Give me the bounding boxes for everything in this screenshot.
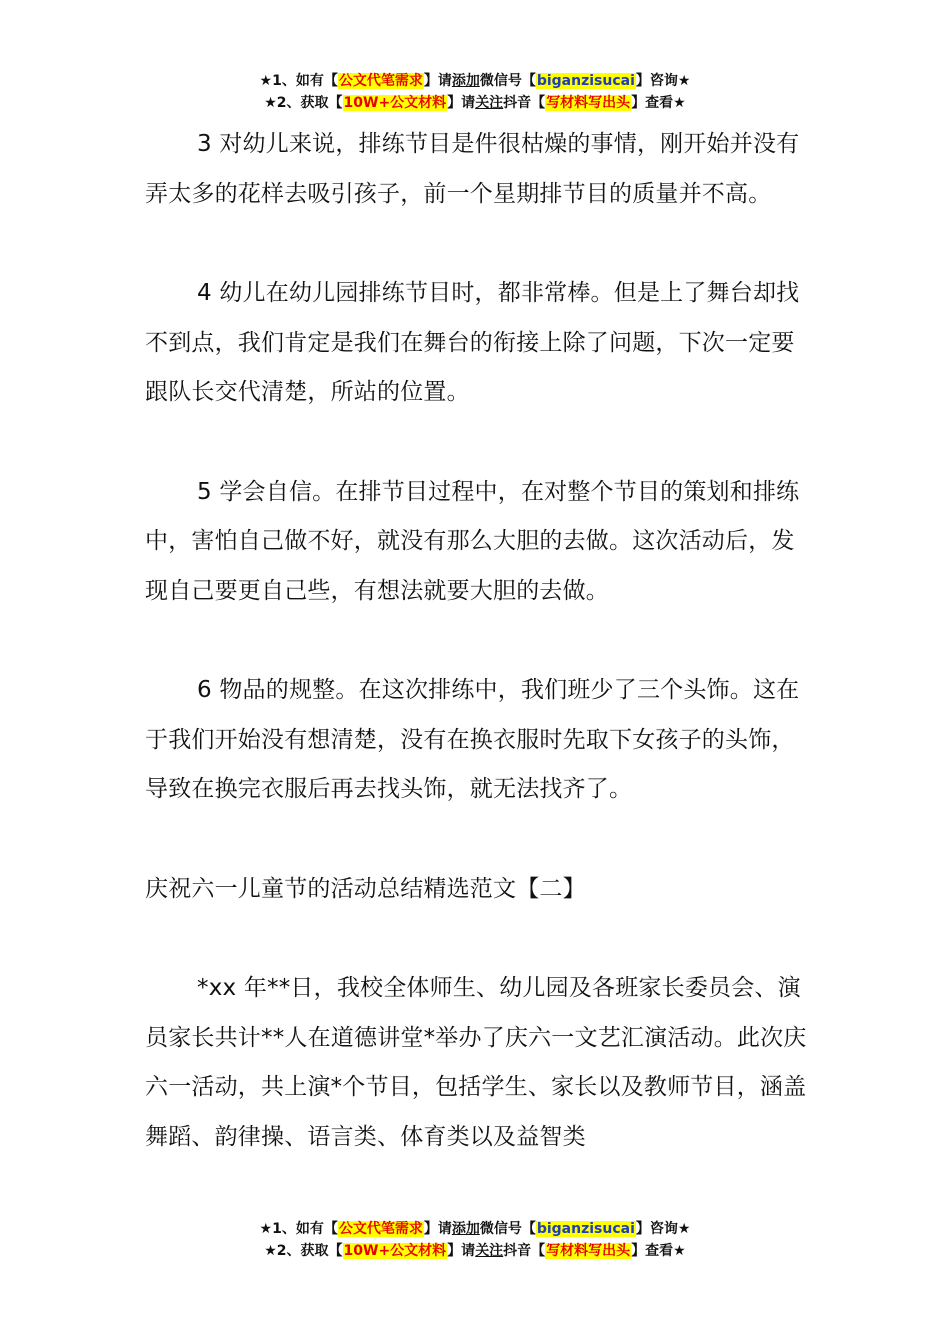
banner-text: 】查看★ bbox=[631, 95, 686, 111]
document-body bbox=[145, 120, 817, 1212]
banner-text: 】请 bbox=[423, 73, 452, 89]
banner-text: 】查看★ bbox=[631, 1243, 686, 1259]
highlight-wechat-id: biganzisucai bbox=[536, 1221, 635, 1237]
paragraph-3: 3 对幼儿来说，排练节目是件很枯燥的事情，刚开始并没有弄太多的花样去吸引孩子，前一个星期排节目的质量并不高。 bbox=[145, 131, 800, 207]
banner-text: ★1、如有【 bbox=[259, 1221, 338, 1237]
banner-line-1 bbox=[0, 70, 950, 92]
banner-text: 抖音【 bbox=[503, 1243, 546, 1259]
underlined-text: 添加 bbox=[451, 73, 480, 89]
highlight-wechat-id: biganzisucai bbox=[536, 73, 635, 89]
highlight-writing-service: 公文代笔需求 bbox=[338, 73, 423, 89]
banner-line-2 bbox=[0, 1240, 950, 1262]
highlight-materials: 10W+公文材料 bbox=[343, 95, 447, 111]
banner-text: 抖音【 bbox=[503, 95, 546, 111]
highlight-writing-service: 公文代笔需求 bbox=[338, 1221, 423, 1237]
footer-banner bbox=[0, 1218, 950, 1262]
section-heading: 庆祝六一儿童节的活动总结精选范文【二】 bbox=[145, 875, 586, 902]
banner-text: 】咨询★ bbox=[635, 1221, 691, 1237]
banner-text: 微信号【 bbox=[479, 1221, 536, 1237]
banner-text: ★2、获取【 bbox=[264, 95, 343, 111]
highlight-materials: 10W+公文材料 bbox=[343, 1243, 447, 1259]
paragraph-5: 5 学会自信。在排节目过程中，在对整个节目的策划和排练中，害怕自己做不好，就没有那么大胆的去做。这次活动后，发现自己要更自己些，有想法就要大胆的去做。 bbox=[145, 478, 800, 604]
banner-line-1 bbox=[0, 1218, 950, 1240]
header-banner bbox=[0, 70, 950, 114]
banner-text: 】请 bbox=[423, 1221, 452, 1237]
underlined-text: 添加 bbox=[451, 1221, 480, 1237]
underlined-text: 关注 bbox=[475, 1243, 504, 1259]
banner-text: 】请 bbox=[447, 95, 476, 111]
paragraph-6: 6 物品的规整。在这次排练中，我们班少了三个头饰。这在于我们开始没有想清楚，没有在换衣服时先取下女孩子的头饰，导致在换完衣服后再去找头饰，就无法找齐了。 bbox=[145, 677, 800, 802]
banner-text: ★1、如有【 bbox=[259, 73, 338, 89]
banner-line-2 bbox=[0, 92, 950, 114]
underlined-text: 关注 bbox=[475, 95, 504, 111]
paragraph-intro: *xx 年**日，我校全体师生、幼儿园及各班家长委员会、演员家长共计**人在道德讲堂*举办了庆六一文艺汇演活动。此次庆六一活动，共上演*个节目，包括学生、家长以及教师节目，涵盖舞蹈、韵律操、语言类、体育类以及益智类 bbox=[145, 975, 807, 1150]
banner-text: 】请 bbox=[447, 1243, 476, 1259]
highlight-douyin-account: 写材料写出头 bbox=[546, 95, 631, 111]
paragraph-4: 4 幼儿在幼儿园排练节目时，都非常棒。但是上了舞台却找不到点，我们肯定是我们在舞台的衔接上除了问题，下次一定要跟队长交代清楚，所站的位置。 bbox=[145, 280, 800, 405]
highlight-douyin-account: 写材料写出头 bbox=[546, 1243, 631, 1259]
banner-text: ★2、获取【 bbox=[264, 1243, 343, 1259]
banner-text: 微信号【 bbox=[479, 73, 536, 89]
banner-text: 】咨询★ bbox=[635, 73, 691, 89]
